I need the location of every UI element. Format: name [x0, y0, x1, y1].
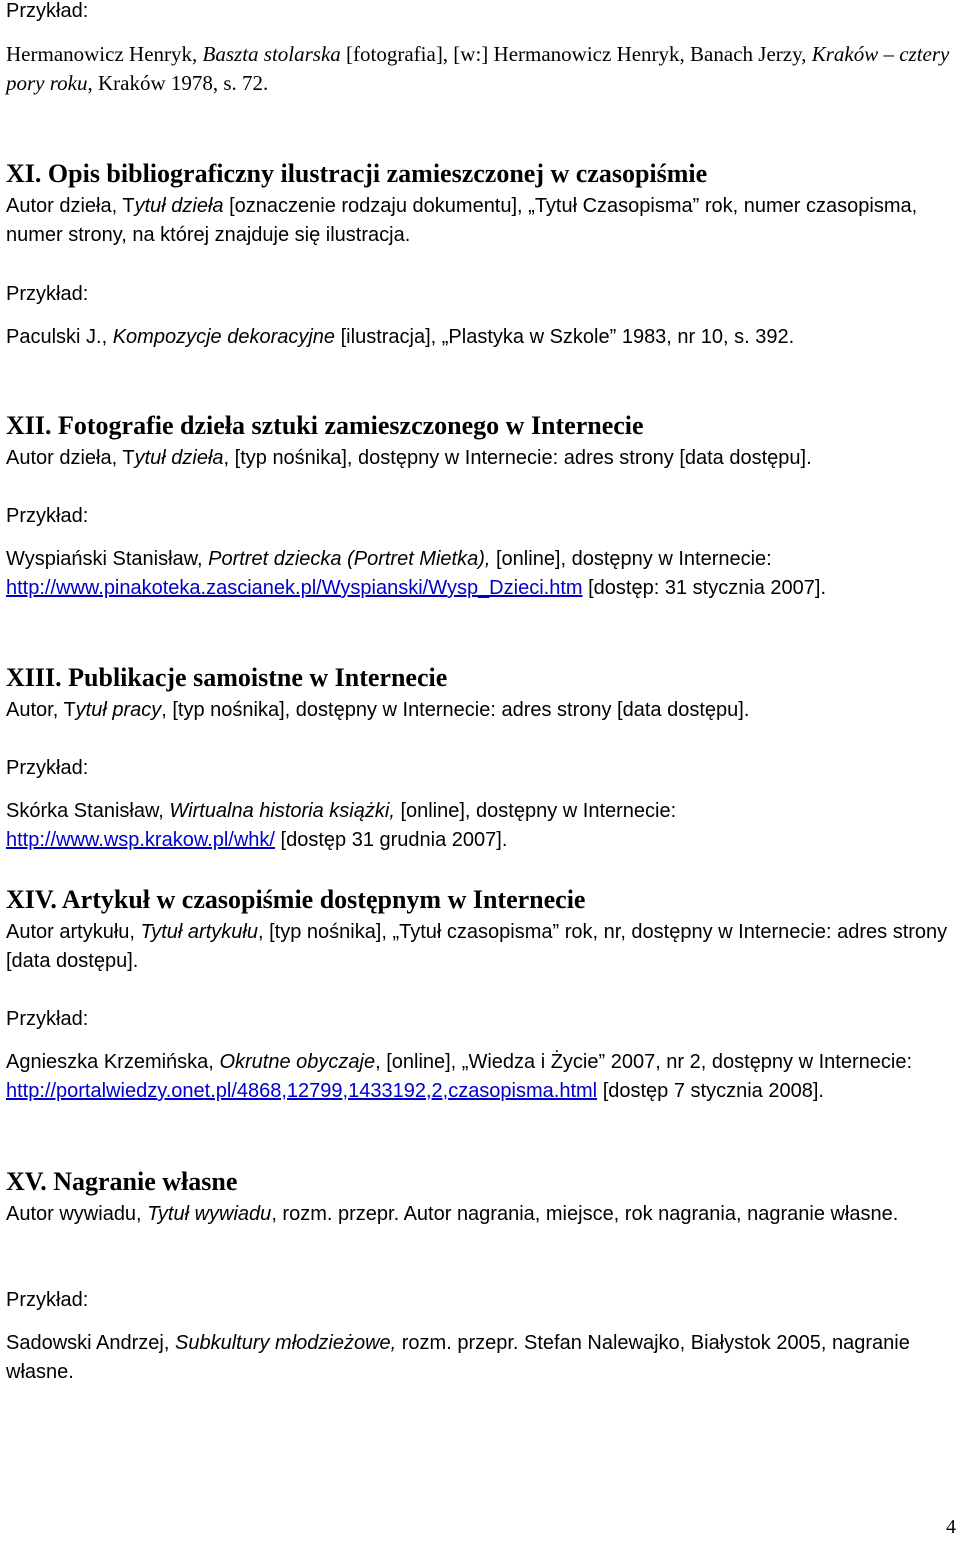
example-entry: [6, 323, 960, 352]
pattern-title: Tytuł artykułu: [140, 921, 258, 943]
pattern-title: ytuł dzieła: [134, 447, 224, 469]
section-pattern: [6, 444, 960, 473]
section-heading: [6, 884, 960, 916]
example-text: , Kraków 1978, s. 72.: [87, 71, 269, 95]
example-author: Sadowski Andrzej,: [6, 1332, 170, 1354]
example-title: Subkultury młodzieżowe,: [174, 1332, 397, 1354]
example-title: Baszta stolarska: [202, 42, 341, 66]
example-label: Przykład:: [6, 757, 89, 779]
example-author: Hermanowicz Henryk,: [6, 42, 198, 66]
section-heading: [6, 410, 960, 442]
pattern-title: ytuł dzieła: [134, 195, 224, 217]
section-heading: [6, 158, 960, 190]
section-title: Fotografie dzieła sztuki zamieszczonego w Internecie: [58, 411, 644, 440]
example-title: Okrutne obyczaje: [219, 1051, 376, 1073]
example-author: Wyspiański Stanisław,: [6, 548, 203, 570]
section-title: Nagranie własne: [53, 1167, 238, 1196]
pattern-title: Tytuł wywiadu: [147, 1203, 272, 1225]
pattern-text: [oznaczenie rodzaju dokumentu], „Tytuł Czasopisma” rok, numer czasopisma, numer strony, na której znajduje się ilustracja.: [6, 195, 918, 246]
section-title: Artykuł w czasopiśmie dostępnym w Internecie: [61, 885, 586, 914]
example-source-title: Kraków – cztery pory roku: [6, 42, 950, 95]
example-author: Paculski J.,: [6, 326, 108, 348]
pattern-text: , [typ nośnika], „Tytuł czasopisma” rok, nr, dostępny w Internecie: adres strony [data dostępu].: [6, 921, 948, 972]
section-number: XI.: [6, 159, 42, 188]
example-author: Agnieszka Krzemińska,: [6, 1051, 214, 1073]
example-entry: [6, 797, 960, 855]
pattern-title: ytuł pracy: [75, 699, 162, 721]
pattern-text: Autor dzieła, T: [6, 447, 135, 469]
section-xiii: [6, 662, 960, 725]
section-number: XIV.: [6, 885, 57, 914]
section-xi: [6, 158, 960, 250]
section-xii: [6, 410, 960, 473]
example-entry: [6, 1329, 960, 1387]
section-pattern: [6, 696, 960, 725]
section-pattern: [6, 192, 960, 250]
example-text: [fotografia], [w:] Hermanowicz Henryk, Banach Jerzy,: [346, 42, 807, 66]
section-number: XII.: [6, 411, 52, 440]
pattern-text: , [typ nośnika], dostępny w Internecie: adres strony [data dostępu].: [161, 699, 750, 721]
pattern-text: Autor, T: [6, 699, 76, 721]
example-text: [online], dostępny w Internecie:: [400, 800, 677, 822]
example-label: Przykład:: [6, 283, 89, 305]
section-title: Opis bibliograficzny ilustracji zamieszczonej w czasopiśmie: [47, 159, 708, 188]
example-text: [dostęp 31 grudnia 2007].: [280, 829, 508, 851]
example-text: rozm. przepr. Stefan Nalewajko, Białystok 2005, nagranie własne.: [6, 1332, 910, 1383]
example-text: [dostęp 7 stycznia 2008].: [602, 1080, 824, 1102]
section-pattern: [6, 1200, 960, 1229]
pattern-text: Autor artykułu,: [6, 921, 135, 943]
example-label: Przykład:: [6, 0, 89, 22]
section-heading: [6, 662, 960, 694]
example-label: Przykład:: [6, 505, 89, 527]
pattern-text: Autor dzieła, T: [6, 195, 135, 217]
pattern-text: Autor wywiadu,: [6, 1203, 142, 1225]
example-url-link[interactable]: http://portalwiedzy.onet.pl/4868,12799,1433192,2,czasopisma.html: [6, 1080, 598, 1102]
example-text: , [online], „Wiedza i Życie” 2007, nr 2, dostępny w Internecie:: [375, 1051, 913, 1073]
section-number: XV.: [6, 1167, 47, 1196]
example-url-link[interactable]: http://www.pinakoteka.zascianek.pl/Wyspianski/Wysp_Dzieci.htm: [6, 577, 583, 599]
section-pattern: [6, 918, 960, 976]
example-title: Portret dziecka (Portret Mietka),: [208, 548, 491, 570]
example-label: Przykład:: [6, 1289, 89, 1311]
example-text: [dostęp: 31 stycznia 2007].: [588, 577, 827, 599]
example-title: Wirtualna historia książki,: [169, 800, 395, 822]
example-text: [ilustracja], „Plastyka w Szkole” 1983, nr 10, s. 392.: [340, 326, 795, 348]
example-entry: [6, 545, 960, 603]
example-entry-photo: [6, 40, 960, 98]
section-title: Publikacje samoistne w Internecie: [68, 663, 448, 692]
example-label: Przykład:: [6, 1008, 89, 1030]
example-entry: [6, 1048, 960, 1106]
example-text: [online], dostępny w Internecie:: [496, 548, 772, 570]
section-heading: [6, 1166, 960, 1198]
section-xv: [6, 1166, 960, 1229]
section-number: XIII.: [6, 663, 62, 692]
example-title: Kompozycje dekoracyjne: [112, 326, 336, 348]
example-url-link[interactable]: http://www.wsp.krakow.pl/whk/: [6, 829, 275, 851]
example-author: Skórka Stanisław,: [6, 800, 164, 822]
pattern-text: , [typ nośnika], dostępny w Internecie: adres strony [data dostępu].: [223, 447, 812, 469]
section-xiv: [6, 884, 960, 976]
page-number: 4: [946, 1516, 956, 1538]
pattern-text: , rozm. przepr. Autor nagrania, miejsce, rok nagrania, nagranie własne.: [271, 1203, 899, 1225]
